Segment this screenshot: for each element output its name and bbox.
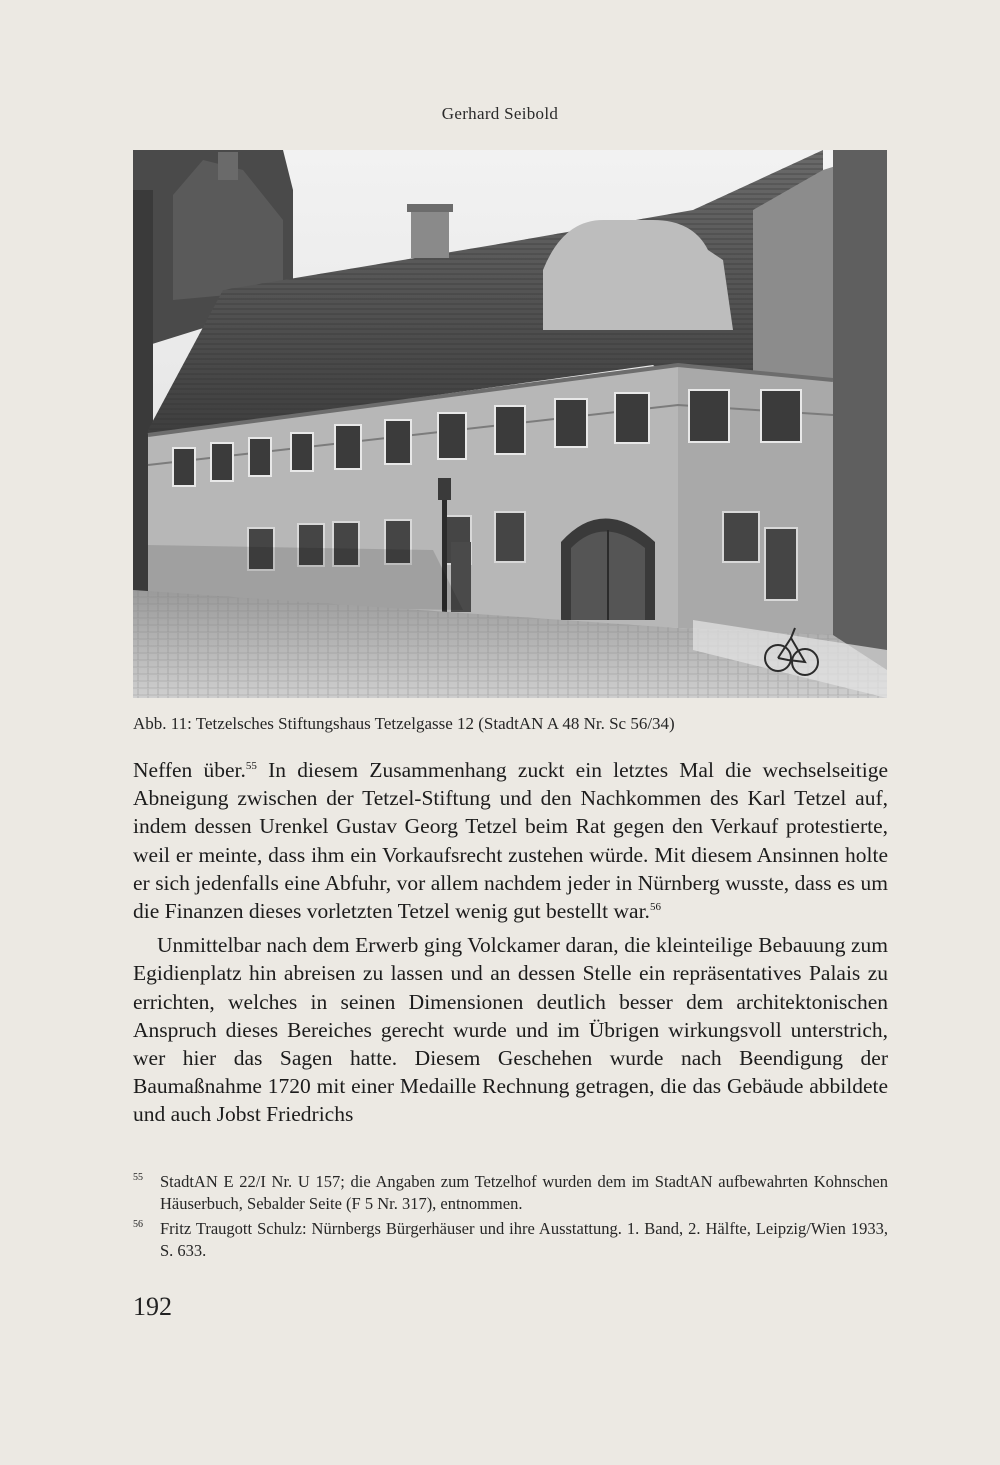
running-head-author: Gerhard Seibold: [441, 104, 559, 123]
figure-caption: Abb. 11: Tetzelsches Stiftungshaus Tetzelgasse 12 (StadtAN A 48 Nr. Sc 56/34): [133, 714, 675, 733]
body-text: [133, 756, 888, 1129]
footnote-ref[interactable]: 55: [245, 759, 257, 772]
footnote-ref[interactable]: 56: [649, 900, 661, 913]
footnotes: [133, 1171, 888, 1265]
footnote: [133, 1218, 888, 1262]
paragraph: Unmittelbar nach dem Erwerb ging Volckamer daran, die kleinteilige Bebauung zum Egidienplatz hin abreisen zu lassen und an dessen Stelle ein repräsentatives Palais zu errichten, welches in seinen Dimensionen deutlich besser dem architektonischen Anspruch dieses Bereiches gerecht wurde und im Übrigen wirkungsvoll unterstrich, wer hier das Sagen hatte. Diesem Geschehen wurde nach Beendigung der Baumaßnahme 1720 mit einer Medaille Rechnung getragen, die das Gebäude abbildete und auch Jobst Friedrichs: [133, 933, 888, 1127]
footnote-number: 56: [133, 1219, 143, 1230]
paragraph-text: In diesem Zusammenhang zuckt ein letztes Mal die wechselseitige Abneigung zwischen der Tetzel-Stiftung und den Nachkommen des Karl Tetzel auf, indem dessen Urenkel Gustav Georg Tetzel beim Rat gegen den Verkauf protestierte, weil er meinte, dass ihm ein Vorkaufsrecht zustehen würde. Mit diesem Ansinnen holte er sich jedenfalls eine Abfuhr, vor allem nachdem jeder in Nürnberg wusste, dass es um die Finanzen dieses vorletzten Tetzel wenig gut bestellt war.: [133, 758, 888, 924]
footnote: [133, 1171, 888, 1215]
page-number: 192: [133, 1292, 172, 1321]
footnote-number: 55: [133, 1172, 143, 1183]
footnote-text: Fritz Traugott Schulz: Nürnbergs Bürgerhäuser und ihre Ausstattung. 1. Band, 2. Hälfte, Leipzig/Wien 1933, S. 633.: [160, 1219, 888, 1260]
building-photograph: [133, 150, 887, 698]
paragraph: [133, 756, 888, 925]
footnote-text: StadtAN E 22/I Nr. U 157; die Angaben zum Tetzelhof wurden dem im StadtAN aufbewahrten Kohnschen Häuserbuch, Sebalder Seite (F 5 Nr. 317), entnommen.: [160, 1172, 888, 1213]
paragraph-text: Neffen über.: [133, 758, 246, 782]
